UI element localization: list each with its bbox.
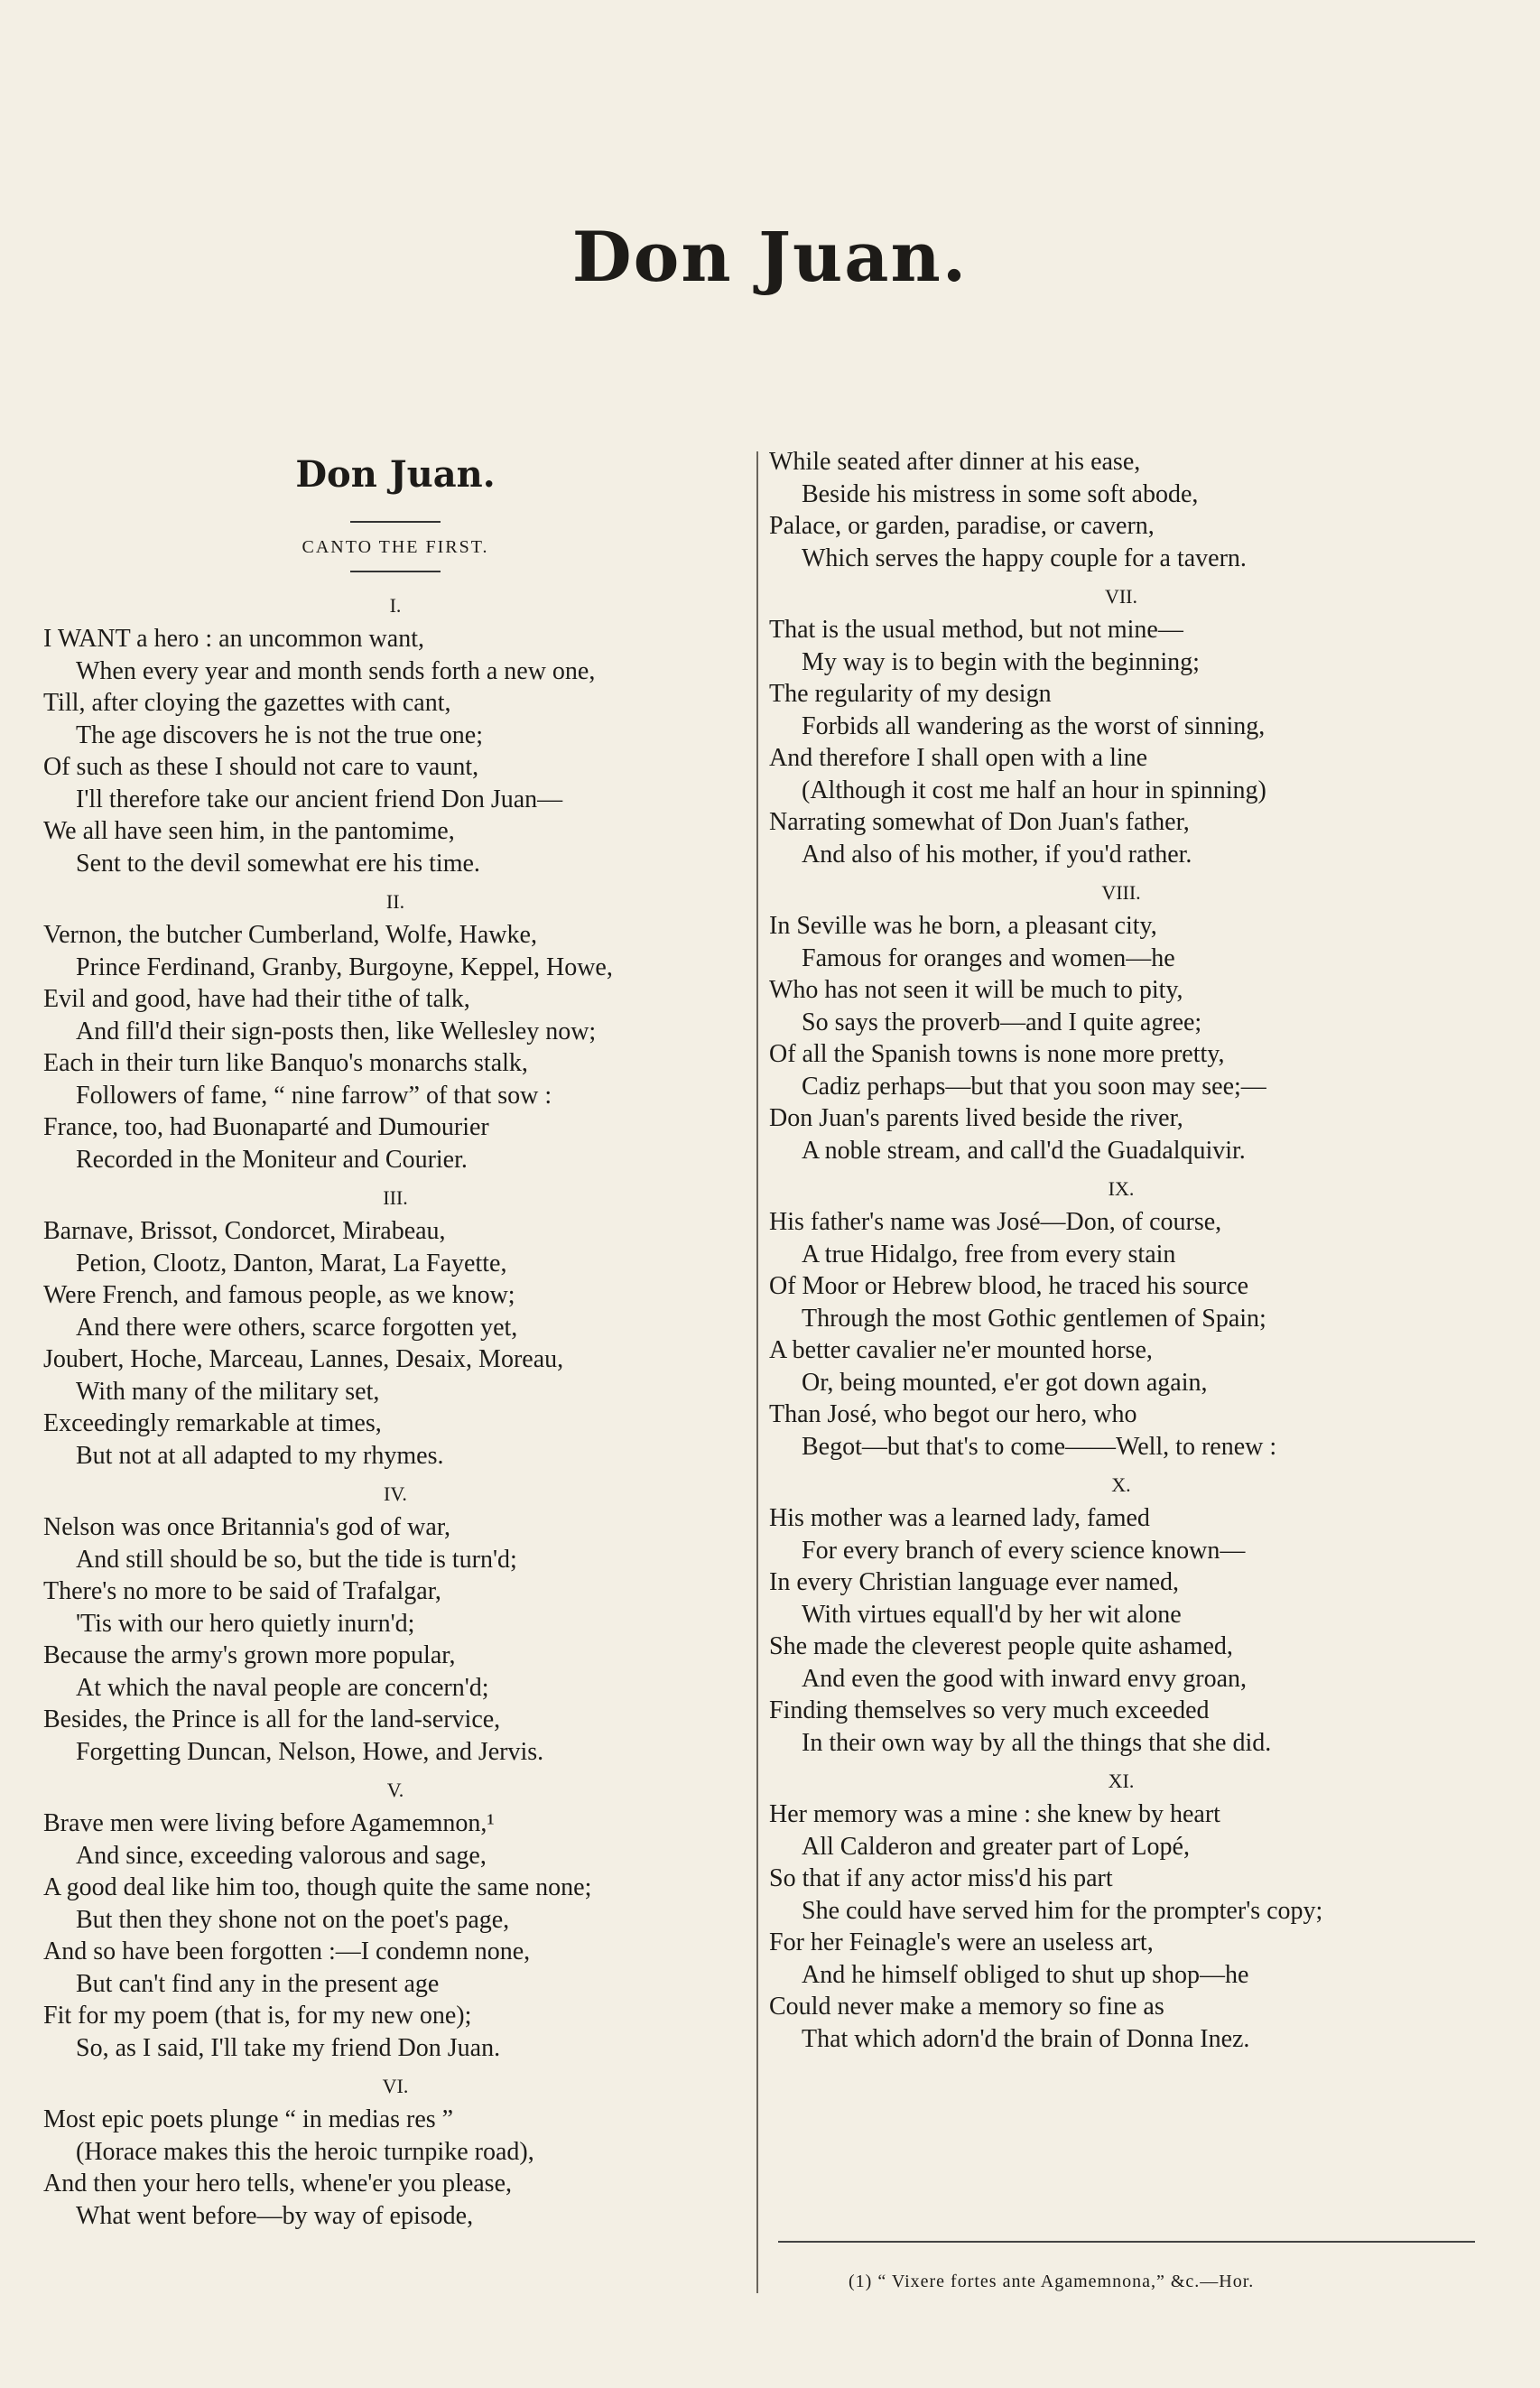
verse-line: Sent to the devil somewhat ere his time.: [76, 849, 480, 878]
verse-line: Recorded in the Moniteur and Courier.: [76, 1145, 468, 1174]
verse-line: So says the proverb—and I quite agree;: [802, 1008, 1202, 1036]
verse-line: My way is to begin with the beginning;: [802, 647, 1200, 676]
verse-line: Vernon, the butcher Cumberland, Wolfe, Hawke,: [43, 921, 537, 949]
verse-line: (Horace makes this the heroic turnpike road),: [76, 2137, 534, 2166]
verse-line: 'Tis with our hero quietly inurn'd;: [76, 1609, 415, 1638]
verse-line: The age discovers he is not the true one;: [76, 720, 483, 749]
verse-line: Were French, and famous people, as we know;: [43, 1281, 515, 1309]
stanza-number: XI.: [1108, 1770, 1135, 1792]
stanza-number: III.: [383, 1186, 408, 1209]
verse-line: So that if any actor miss'd his part: [769, 1864, 1113, 1892]
right-stanzas: [769, 446, 1473, 2055]
verse-line: Exceedingly remarkable at times,: [43, 1409, 382, 1437]
stanza-number: VII.: [1104, 585, 1138, 608]
verse-line: I'll therefore take our ancient friend Don Juan—: [76, 785, 563, 813]
right-column: [769, 446, 1473, 2055]
verse-line: We all have seen him, in the pantomime,: [43, 817, 455, 845]
verse-line: Petion, Clootz, Danton, Marat, La Fayette,: [76, 1249, 507, 1278]
verse-line: Fit for my poem (that is, for my new one);: [43, 2002, 472, 2030]
verse-line: Followers of fame, “ nine farrow” of that sow :: [76, 1081, 552, 1110]
verse-line: Of Moor or Hebrew blood, he traced his source: [769, 1272, 1249, 1300]
verse-line: Could never make a memory so fine as: [769, 1993, 1164, 2021]
verse-line: Through the most Gothic gentlemen of Spain;: [802, 1304, 1266, 1333]
verse-line: There's no more to be said of Trafalgar,: [43, 1577, 441, 1605]
verse-line: In Seville was he born, a pleasant city,: [769, 912, 1157, 940]
left-column: [43, 433, 747, 2232]
verse-line: Her memory was a mine : she knew by heart: [769, 1800, 1220, 1828]
verse-line: And then your hero tells, whene'er you please,: [43, 2170, 512, 2198]
verse-line: While seated after dinner at his ease,: [769, 448, 1141, 476]
verse-line: His father's name was José—Don, of course,: [769, 1208, 1222, 1236]
verse-line: Most epic poets plunge “ in medias res ”: [43, 2105, 454, 2133]
verse-line: She could have served him for the prompter's copy;: [802, 1896, 1323, 1925]
verse-line: Of all the Spanish towns is none more pretty,: [769, 1040, 1225, 1068]
verse-line: But not at all adapted to my rhymes.: [76, 1441, 444, 1470]
verse-line: And there were others, scarce forgotten yet,: [76, 1313, 518, 1342]
verse-line: Nelson was once Britannia's god of war,: [43, 1513, 451, 1541]
verse-line: For her Feinagle's were an useless art,: [769, 1928, 1154, 1956]
verse-line: Which serves the happy couple for a tavern.: [802, 544, 1247, 572]
verse-line: That is the usual method, but not mine—: [769, 616, 1183, 644]
verse-line: A noble stream, and call'd the Guadalquivir.: [802, 1136, 1246, 1165]
verse-line: Brave men were living before Agamemnon,¹: [43, 1809, 495, 1837]
stanza: [43, 919, 747, 1175]
stanza: [43, 1215, 747, 1472]
verse-line: Because the army's grown more popular,: [43, 1641, 456, 1669]
verse-line: Prince Ferdinand, Granby, Burgoyne, Keppel, Howe,: [76, 952, 613, 981]
verse-line: Palace, or garden, paradise, or cavern,: [769, 512, 1155, 540]
stanza: [43, 1511, 747, 1768]
left-stanzas: [43, 594, 747, 2232]
verse-line: Or, being mounted, e'er got down again,: [802, 1368, 1208, 1397]
verse-line: But can't find any in the present age: [76, 1969, 440, 1998]
stanza: [769, 1798, 1473, 2055]
verse-line: And still should be so, but the tide is turn'd;: [76, 1545, 517, 1574]
stanza: [769, 1206, 1473, 1463]
stanza-number: VIII.: [1101, 881, 1141, 904]
verse-line: With many of the military set,: [76, 1377, 380, 1406]
verse-line: And fill'd their sign-posts then, like Wellesley now;: [76, 1017, 597, 1045]
column-divider: [756, 451, 758, 2293]
page-title: Don Juan.: [571, 217, 969, 297]
footnote-divider: [778, 2241, 1475, 2243]
verse-line: Besides, the Prince is all for the land-service,: [43, 1705, 501, 1733]
verse-line: And so have been forgotten :—I condemn none,: [43, 1937, 531, 1965]
verse-line: What went before—by way of episode,: [76, 2201, 474, 2230]
verse-line: Cadiz perhaps—but that you soon may see;—: [802, 1072, 1266, 1101]
stanza-number: X.: [1111, 1473, 1131, 1496]
verse-line: But then they shone not on the poet's page,: [76, 1905, 510, 1934]
verse-line: Famous for oranges and women—he: [802, 943, 1175, 972]
verse-line: She made the cleverest people quite ashamed,: [769, 1632, 1233, 1660]
canto-heading: CANTO THE FIRST.: [302, 537, 489, 557]
stanza: [769, 910, 1473, 1166]
poem-header: [43, 453, 747, 572]
verse-line: Of such as these I should not care to vaunt,: [43, 753, 479, 781]
verse-line: Forgetting Duncan, Nelson, Howe, and Jervis.: [76, 1737, 544, 1766]
stanza: [43, 1807, 747, 2064]
verse-line: For every branch of every science known—: [802, 1536, 1246, 1565]
verse-line: Than José, who begot our hero, who: [769, 1400, 1137, 1428]
verse-line: When every year and month sends forth a new one,: [76, 656, 596, 685]
verse-line: A true Hidalgo, free from every stain: [802, 1240, 1176, 1268]
verse-line: With virtues equall'd by her wit alone: [802, 1600, 1182, 1629]
canto-divider: [350, 571, 441, 572]
verse-line: That which adorn'd the brain of Donna Inez.: [802, 2024, 1250, 2053]
verse-line: Barnave, Brissot, Condorcet, Mirabeau,: [43, 1217, 446, 1245]
verse-line: And even the good with inward envy groan,: [802, 1664, 1247, 1693]
stanza: [769, 446, 1473, 574]
verse-line: In every Christian language ever named,: [769, 1568, 1180, 1596]
verse-line: Narrating somewhat of Don Juan's father,: [769, 808, 1190, 836]
verse-line: Beside his mistress in some soft abode,: [802, 479, 1199, 508]
verse-line: Who has not seen it will be much to pity,: [769, 976, 1183, 1004]
verse-line: A good deal like him too, though quite the same none;: [43, 1873, 592, 1901]
verse-line: Forbids all wandering as the worst of sinning,: [802, 711, 1266, 740]
verse-line: A better cavalier ne'er mounted horse,: [769, 1336, 1153, 1364]
verse-line: And therefore I shall open with a line: [769, 744, 1148, 772]
stanza: [43, 623, 747, 879]
title-divider: [350, 521, 441, 523]
verse-line: And since, exceeding valorous and sage,: [76, 1841, 487, 1870]
stanza: [43, 2104, 747, 2232]
verse-line: All Calderon and greater part of Lopé,: [802, 1832, 1190, 1861]
verse-line: Each in their turn like Banquo's monarchs stalk,: [43, 1049, 528, 1077]
verse-line: Finding themselves so very much exceeded: [769, 1696, 1210, 1724]
stanza: [769, 1502, 1473, 1759]
verse-line: Till, after cloying the gazettes with cant,: [43, 689, 451, 717]
verse-line: At which the naval people are concern'd;: [76, 1673, 489, 1702]
verse-line: In their own way by all the things that she did.: [802, 1728, 1272, 1757]
verse-line: I WANT a hero : an uncommon want,: [43, 625, 424, 653]
footnote: (1) “ Vixere fortes ante Agamemnona,” &c.—Hor.: [849, 2272, 1255, 2291]
stanza-number: I.: [389, 594, 402, 617]
verse-line: The regularity of my design: [769, 680, 1052, 708]
stanza-number: II.: [385, 890, 405, 913]
verse-line: Begot—but that's to come——Well, to renew :: [802, 1432, 1277, 1461]
verse-line: Don Juan's parents lived beside the river,: [769, 1104, 1183, 1132]
verse-line: His mother was a learned lady, famed: [769, 1504, 1150, 1532]
stanza-number: VI.: [382, 2075, 409, 2097]
stanza-number: IV.: [384, 1482, 407, 1505]
verse-line: France, too, had Buonaparté and Dumourier: [43, 1113, 489, 1141]
poem-title: Don Juan.: [295, 453, 496, 496]
verse-line: So, as I said, I'll take my friend Don Juan.: [76, 2033, 501, 2062]
stanza-number: V.: [386, 1779, 404, 1801]
verse-line: And also of his mother, if you'd rather.: [802, 840, 1192, 869]
verse-line: And he himself obliged to shut up shop—he: [802, 1960, 1249, 1989]
stanza-number: IX.: [1108, 1177, 1135, 1200]
verse-line: (Although it cost me half an hour in spinning): [802, 776, 1266, 804]
stanza: [769, 614, 1473, 870]
verse-line: Joubert, Hoche, Marceau, Lannes, Desaix, Moreau,: [43, 1345, 564, 1373]
verse-line: Evil and good, have had their tithe of talk,: [43, 985, 470, 1013]
